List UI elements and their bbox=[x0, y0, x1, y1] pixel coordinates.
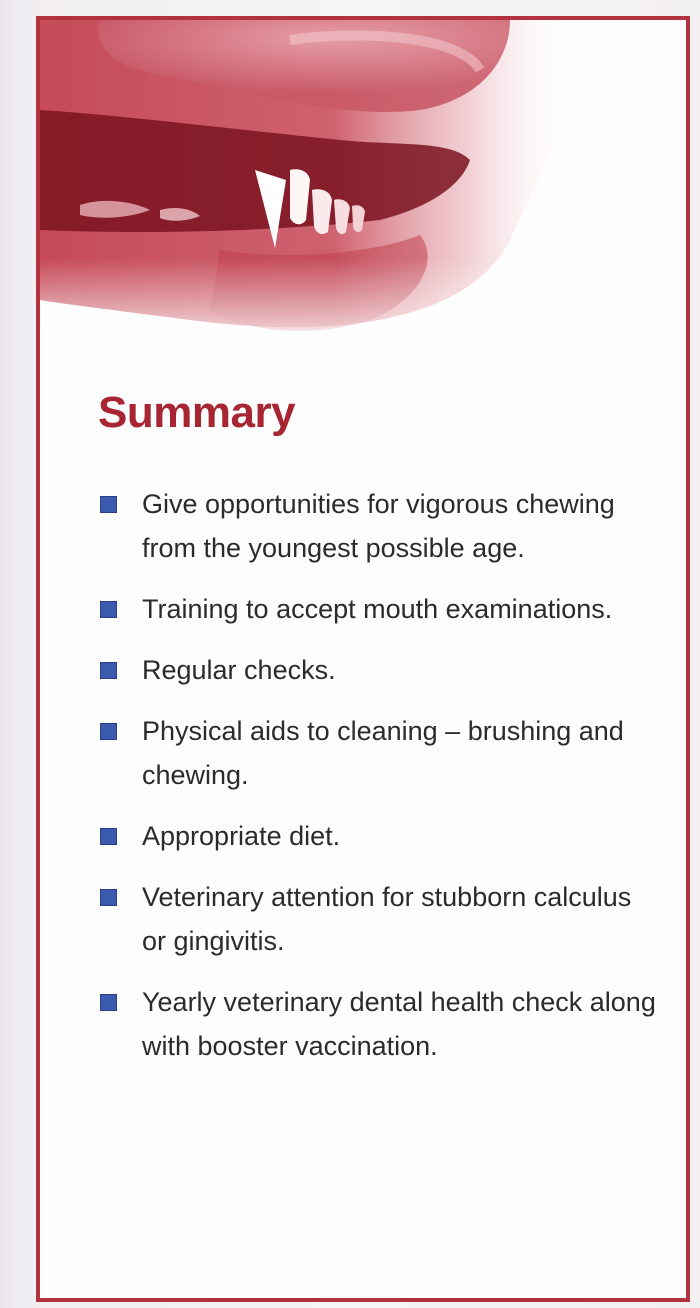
list-item-text: Veterinary attention for stubborn calculus or gingivitis. bbox=[142, 882, 632, 956]
summary-card bbox=[36, 16, 690, 1302]
square-bullet-icon bbox=[100, 889, 117, 906]
summary-title: Summary bbox=[98, 388, 296, 437]
dog-mouth-photo bbox=[40, 20, 690, 360]
list-item-text: Yearly veterinary dental health check along with booster vaccination. bbox=[142, 987, 656, 1061]
list-item-text: Training to accept mouth examinations. bbox=[142, 594, 613, 624]
square-bullet-icon bbox=[100, 994, 117, 1011]
square-bullet-icon bbox=[100, 828, 117, 845]
list-item bbox=[98, 875, 658, 963]
list-item bbox=[98, 814, 658, 858]
summary-list bbox=[98, 482, 658, 1085]
list-item-text: Give opportunities for vigorous chewing from the youngest possible age. bbox=[142, 489, 615, 563]
square-bullet-icon bbox=[100, 601, 117, 618]
list-item-text: Physical aids to cleaning – brushing and chewing. bbox=[142, 716, 624, 790]
list-item bbox=[98, 482, 658, 570]
list-item bbox=[98, 587, 658, 631]
square-bullet-icon bbox=[100, 723, 117, 740]
list-item bbox=[98, 648, 658, 692]
square-bullet-icon bbox=[100, 496, 117, 513]
list-item-text: Regular checks. bbox=[142, 655, 336, 685]
list-item bbox=[98, 980, 658, 1068]
list-item bbox=[98, 709, 658, 797]
square-bullet-icon bbox=[100, 662, 117, 679]
list-item-text: Appropriate diet. bbox=[142, 821, 341, 851]
